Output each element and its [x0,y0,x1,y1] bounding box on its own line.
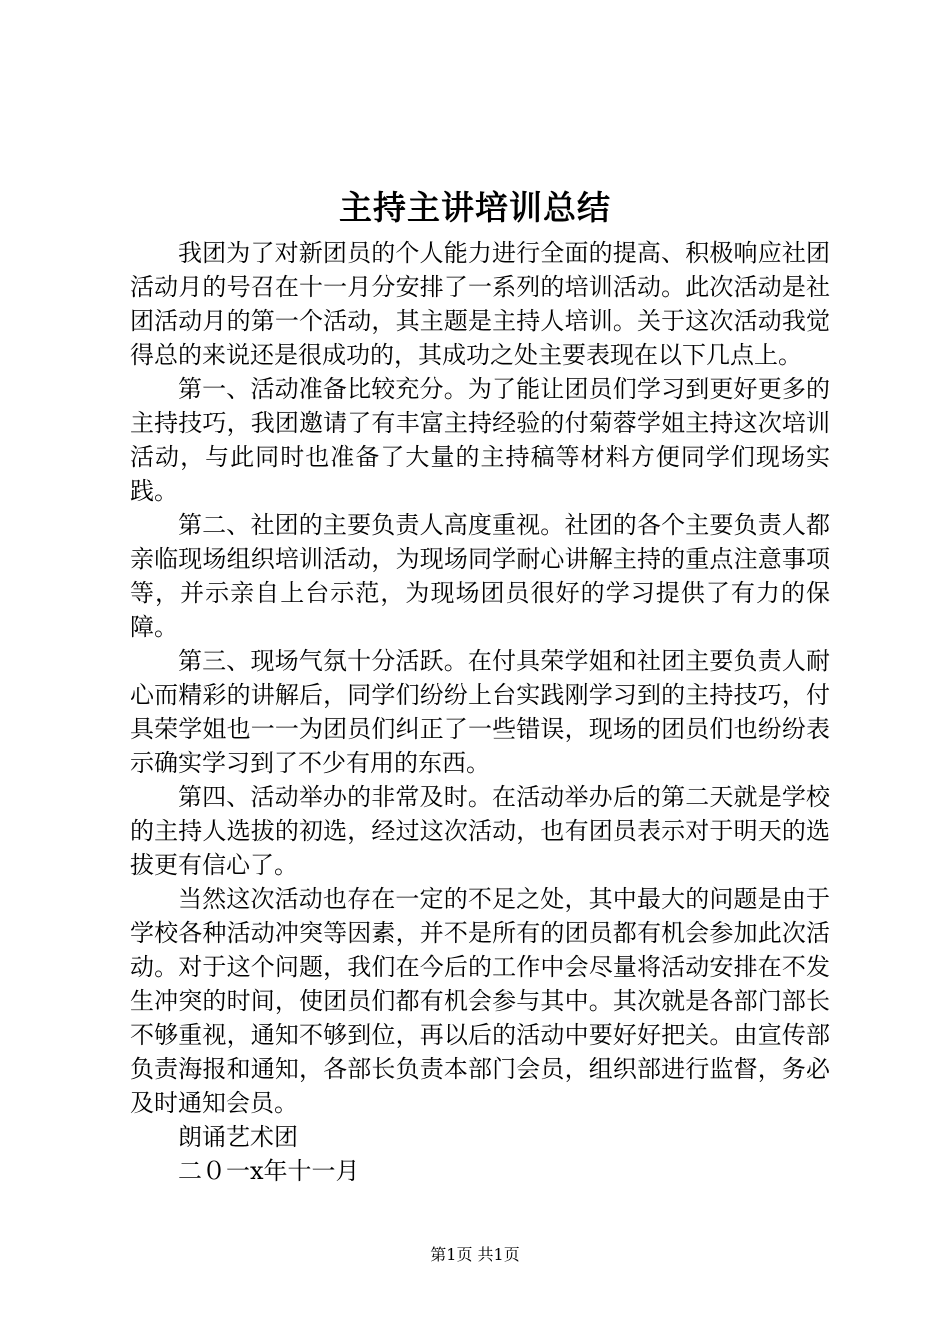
paragraph-point-three: 第三、现场气氛十分活跃。在付具荣学姐和社团主要负责人耐心而精彩的讲解后，同学们纷纷上台实践刚学习到的主持技巧，付具荣学姐也一一为团员们纠正了一些错误，现场的团员们也纷纷表示确实学习到了不少有用的东西。 [130,647,830,777]
signature-organization: 朗诵艺术团 [178,1123,298,1151]
paragraph-point-four: 第四、活动举办的非常及时。在活动举办后的第二天就是学校的主持人选拔的初选，经过这次活动，也有团员表示对于明天的选拔更有信心了。 [130,783,830,879]
page-number-footer: 第1页 共1页 [430,1245,520,1264]
paragraph-point-two: 第二、社团的主要负责人高度重视。社团的各个主要负责人都亲临现场组织培训活动，为现场同学耐心讲解主持的重点注意事项等，并示亲自上台示范，为现场团员很好的学习提供了有力的保障。 [130,511,830,641]
document-body [130,236,830,1188]
signature-date: 二０一x年十一月 [178,1157,360,1185]
document-title: 主持主讲培训总结 [339,188,611,227]
paragraph-shortcomings: 当然这次活动也存在一定的不足之处，其中最大的问题是由于学校各种活动冲突等因素，并不是所有的团员都有机会参加此次活动。对于这个问题，我们在今后的工作中会尽量将活动安排在不发生冲突的时间，使团员们都有机会参与其中。其次就是各部门部长不够重视，通知不够到位，再以后的活动中要好好把关。由宣传部负责海报和通知，各部长负责本部门会员，组织部进行监督，务必及时通知会员。 [130,885,830,1117]
paragraph-point-one: 第一、活动准备比较充分。为了能让团员们学习到更好更多的主持技巧，我团邀请了有丰富主持经验的付菊蓉学姐主持这次培训活动，与此同时也准备了大量的主持稿等材料方便同学们现场实践。 [130,375,830,505]
paragraph-intro: 我团为了对新团员的个人能力进行全面的提高、积极响应社团活动月的号召在十一月分安排了一系列的培训活动。此次活动是社团活动月的第一个活动，其主题是主持人培训。关于这次活动我觉得总的来说还是很成功的，其成功之处主要表现在以下几点上。 [130,239,830,369]
